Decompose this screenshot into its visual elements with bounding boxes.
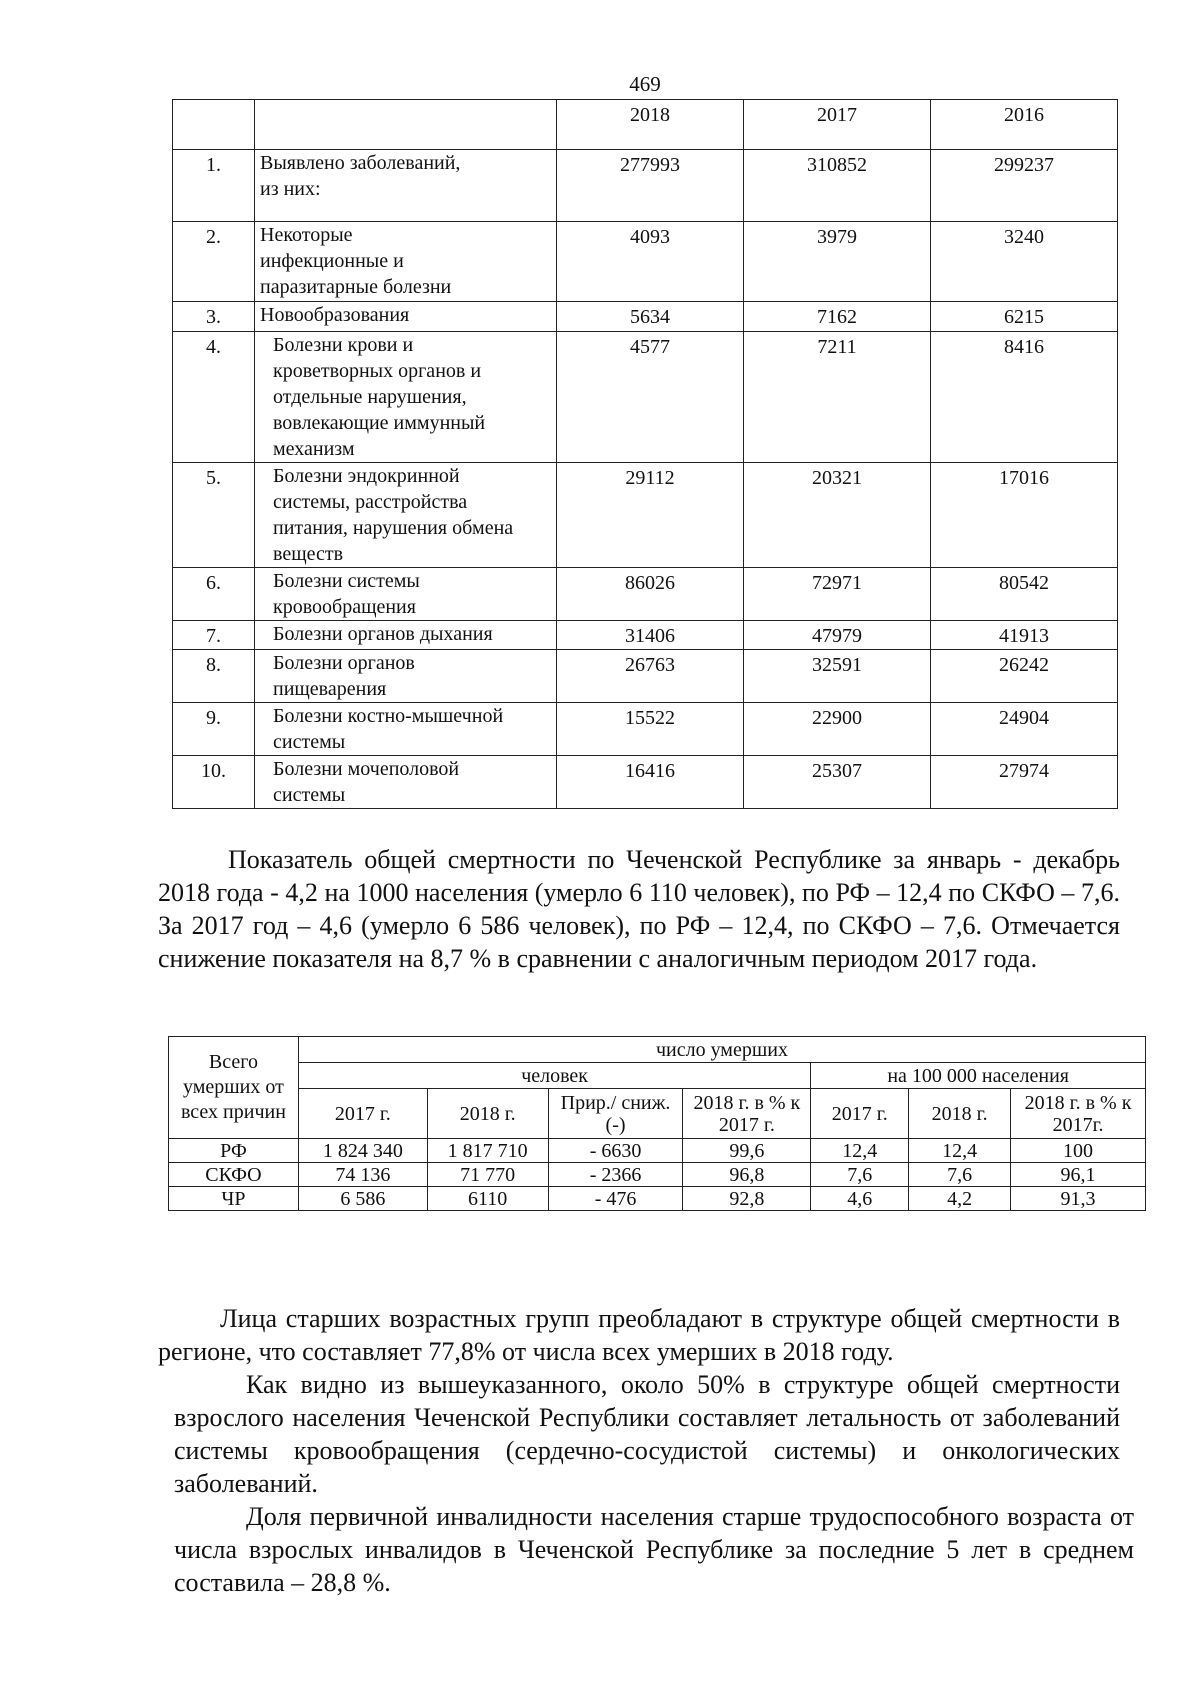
disease-name-line: системы bbox=[273, 731, 346, 753]
value-2016: 17016 bbox=[931, 463, 1118, 568]
disease-name-line: из них: bbox=[260, 178, 321, 200]
disease-name-line: Некоторые bbox=[260, 224, 353, 246]
value-2018: 4577 bbox=[557, 332, 744, 463]
disease-name-line: Болезни эндокринной bbox=[273, 465, 460, 487]
region-label: ЧР bbox=[169, 1187, 299, 1211]
mortality-value: 1 824 340 bbox=[298, 1139, 427, 1163]
disease-name-line: инфекционные и bbox=[260, 250, 404, 272]
header-cell bbox=[173, 100, 255, 150]
value-2016: 24904 bbox=[931, 703, 1118, 756]
row-number: 9. bbox=[173, 703, 255, 756]
header-cell-2018: 2018 bbox=[557, 100, 744, 150]
disease-name-line: Болезни крови и bbox=[273, 334, 414, 356]
mortality-value: 99,6 bbox=[683, 1139, 811, 1163]
mortality-value: 7,6 bbox=[811, 1163, 909, 1187]
value-2017: 25307 bbox=[744, 756, 931, 809]
value-2017: 7211 bbox=[744, 332, 931, 463]
value-2017: 32591 bbox=[744, 650, 931, 703]
mortality-value: - 476 bbox=[548, 1187, 683, 1211]
value-2018: 15522 bbox=[557, 703, 744, 756]
disease-name bbox=[255, 222, 557, 302]
disease-table bbox=[172, 99, 1118, 809]
disease-name bbox=[255, 150, 557, 222]
mortality-value: 96,1 bbox=[1011, 1163, 1146, 1187]
mortality-table bbox=[168, 1036, 1146, 1211]
row-number: 8. bbox=[173, 650, 255, 703]
disease-name bbox=[255, 703, 557, 756]
row-number: 7. bbox=[173, 621, 255, 650]
mortality-value: 100 bbox=[1011, 1139, 1146, 1163]
value-2017: 22900 bbox=[744, 703, 931, 756]
page-number: 469 bbox=[629, 72, 661, 96]
table-row bbox=[173, 150, 1118, 222]
value-2017: 47979 bbox=[744, 621, 931, 650]
disease-name bbox=[255, 332, 557, 463]
header-cell-2017: 2017 bbox=[744, 100, 931, 150]
value-2016: 8416 bbox=[931, 332, 1118, 463]
value-2016: 3240 bbox=[931, 222, 1118, 302]
region-label: СКФО bbox=[169, 1163, 299, 1187]
disease-table-header-row bbox=[173, 100, 1118, 150]
disease-name-line: Болезни системы bbox=[273, 570, 420, 592]
disease-name-line: вовлекающие иммунный bbox=[273, 412, 486, 434]
disease-name bbox=[255, 756, 557, 809]
table-row bbox=[169, 1163, 1146, 1187]
mortality-value: 12,4 bbox=[811, 1139, 909, 1163]
disease-name-line: Болезни органов bbox=[273, 652, 415, 674]
disease-name-line: Болезни мочеполовой bbox=[273, 758, 460, 780]
disease-name-line: кровообращения bbox=[273, 596, 416, 618]
row-number: 10. bbox=[173, 756, 255, 809]
region-label: РФ bbox=[169, 1139, 299, 1163]
column-header: 2018 г. bbox=[427, 1089, 548, 1139]
mortality-value: 71 770 bbox=[427, 1163, 548, 1187]
paragraph-disability: Доля первичной инвалидности населения старше трудоспособного возраста от числа взрослых инвалидов в Чеченской Республике за последние 5 лет в среднем составила – 28,8 %. bbox=[174, 1502, 1134, 1597]
value-2017: 7162 bbox=[744, 302, 931, 332]
mortality-value: 1 817 710 bbox=[427, 1139, 548, 1163]
paragraph-age-groups: Лица старших возрастных групп преобладают в структуре общей смертности в регионе, что составляет 77,8% от числа всех умерших в 2018 году. bbox=[158, 1304, 1120, 1366]
corner-cell: Всего умерших от всех причин bbox=[169, 1037, 299, 1139]
table-row bbox=[173, 302, 1118, 332]
table-row bbox=[173, 332, 1118, 463]
value-2017: 3979 bbox=[744, 222, 931, 302]
value-2017: 310852 bbox=[744, 150, 931, 222]
value-2018: 277993 bbox=[557, 150, 744, 222]
mortality-value: 6 586 bbox=[298, 1187, 427, 1211]
table-row bbox=[173, 621, 1118, 650]
table-row bbox=[173, 650, 1118, 703]
disease-name-line: веществ bbox=[273, 543, 344, 565]
mortality-value: 6110 bbox=[427, 1187, 548, 1211]
value-2018: 26763 bbox=[557, 650, 744, 703]
table-row bbox=[173, 222, 1118, 302]
value-2016: 27974 bbox=[931, 756, 1118, 809]
mortality-value: 74 136 bbox=[298, 1163, 427, 1187]
value-2018: 31406 bbox=[557, 621, 744, 650]
row-number: 1. bbox=[173, 150, 255, 222]
table-row bbox=[173, 756, 1118, 809]
value-2016: 6215 bbox=[931, 302, 1118, 332]
value-2018: 5634 bbox=[557, 302, 744, 332]
column-header: 2017 г. bbox=[298, 1089, 427, 1139]
value-2018: 86026 bbox=[557, 568, 744, 621]
column-header: 2018 г. в % к 2017г. bbox=[1011, 1089, 1146, 1139]
mortality-value: 12,4 bbox=[909, 1139, 1011, 1163]
column-header: 2018 г. bbox=[909, 1089, 1011, 1139]
disease-name-line: системы bbox=[273, 784, 346, 806]
disease-name-line: Болезни органов дыхания bbox=[273, 623, 493, 645]
header-cell bbox=[255, 100, 557, 150]
row-number: 4. bbox=[173, 332, 255, 463]
disease-name-line: кроветворных органов и bbox=[273, 360, 482, 382]
row-number: 5. bbox=[173, 463, 255, 568]
disease-name bbox=[255, 650, 557, 703]
disease-name-line: Новообразования bbox=[260, 304, 410, 326]
column-header: 2017 г. bbox=[811, 1089, 909, 1139]
value-2018: 4093 bbox=[557, 222, 744, 302]
value-2016: 80542 bbox=[931, 568, 1118, 621]
mortality-value: 4,6 bbox=[811, 1187, 909, 1211]
value-2016: 41913 bbox=[931, 621, 1118, 650]
sub-header-persons: человек bbox=[298, 1063, 810, 1089]
table-row bbox=[173, 568, 1118, 621]
mortality-value: - 6630 bbox=[548, 1139, 683, 1163]
table-row bbox=[169, 1139, 1146, 1163]
column-header: 2018 г. в % к 2017 г. bbox=[683, 1089, 811, 1139]
value-2016: 299237 bbox=[931, 150, 1118, 222]
value-2017: 20321 bbox=[744, 463, 931, 568]
disease-name bbox=[255, 621, 557, 650]
value-2016: 26242 bbox=[931, 650, 1118, 703]
disease-name-line: Болезни костно-мышечной bbox=[273, 705, 504, 727]
disease-name-line: пищеварения bbox=[273, 678, 387, 700]
disease-name-line: отдельные нарушения, bbox=[273, 386, 467, 408]
table-row bbox=[169, 1187, 1146, 1211]
mortality-value: 92,8 bbox=[683, 1187, 811, 1211]
value-2018: 16416 bbox=[557, 756, 744, 809]
sub-header-per-100k: на 100 000 населения bbox=[811, 1063, 1146, 1089]
header-cell-2016: 2016 bbox=[931, 100, 1118, 150]
disease-name-line: паразитарные болезни bbox=[260, 276, 452, 298]
mortality-value: 96,8 bbox=[683, 1163, 811, 1187]
column-header: Прир./ сниж. (-) bbox=[548, 1089, 683, 1139]
paragraph-mortality: Показатель общей смертности по Чеченской Республике за январь - декабрь 2018 года - 4,2 на 1000 населения (умерло 6 110 человек), по РФ – 12,4 по СКФО – 7,6. За 2017 год – 4,6 (умерло 6 586 человек), по РФ – 12,4, по СКФО – 7,6. Отмечается снижение показателя на 8,7 % в сравнении с аналогичным периодом 2017 года. bbox=[158, 845, 1120, 973]
group-header: число умерших bbox=[298, 1037, 1145, 1063]
value-2017: 72971 bbox=[744, 568, 931, 621]
table-row bbox=[173, 703, 1118, 756]
disease-name-line: Выявлено заболеваний, bbox=[260, 152, 461, 174]
paragraph-causes: Как видно из вышеуказанного, около 50% в структуре общей смертности взрослого населения Чеченской Республики составляет летальность от заболеваний системы кровообращения (сердечно-сосудистой системы) и онкологических заболеваний. bbox=[174, 1370, 1120, 1498]
row-number: 6. bbox=[173, 568, 255, 621]
row-number: 3. bbox=[173, 302, 255, 332]
disease-name-line: системы, расстройства bbox=[273, 491, 468, 513]
row-number: 2. bbox=[173, 222, 255, 302]
mortality-value: 7,6 bbox=[909, 1163, 1011, 1187]
disease-name-line: питания, нарушения обмена bbox=[273, 517, 514, 539]
disease-name bbox=[255, 463, 557, 568]
table-row bbox=[173, 463, 1118, 568]
mortality-value: - 2366 bbox=[548, 1163, 683, 1187]
mortality-value: 4,2 bbox=[909, 1187, 1011, 1211]
disease-name bbox=[255, 302, 557, 332]
disease-name bbox=[255, 568, 557, 621]
disease-name-line: механизм bbox=[273, 438, 355, 460]
mortality-value: 91,3 bbox=[1011, 1187, 1146, 1211]
value-2018: 29112 bbox=[557, 463, 744, 568]
